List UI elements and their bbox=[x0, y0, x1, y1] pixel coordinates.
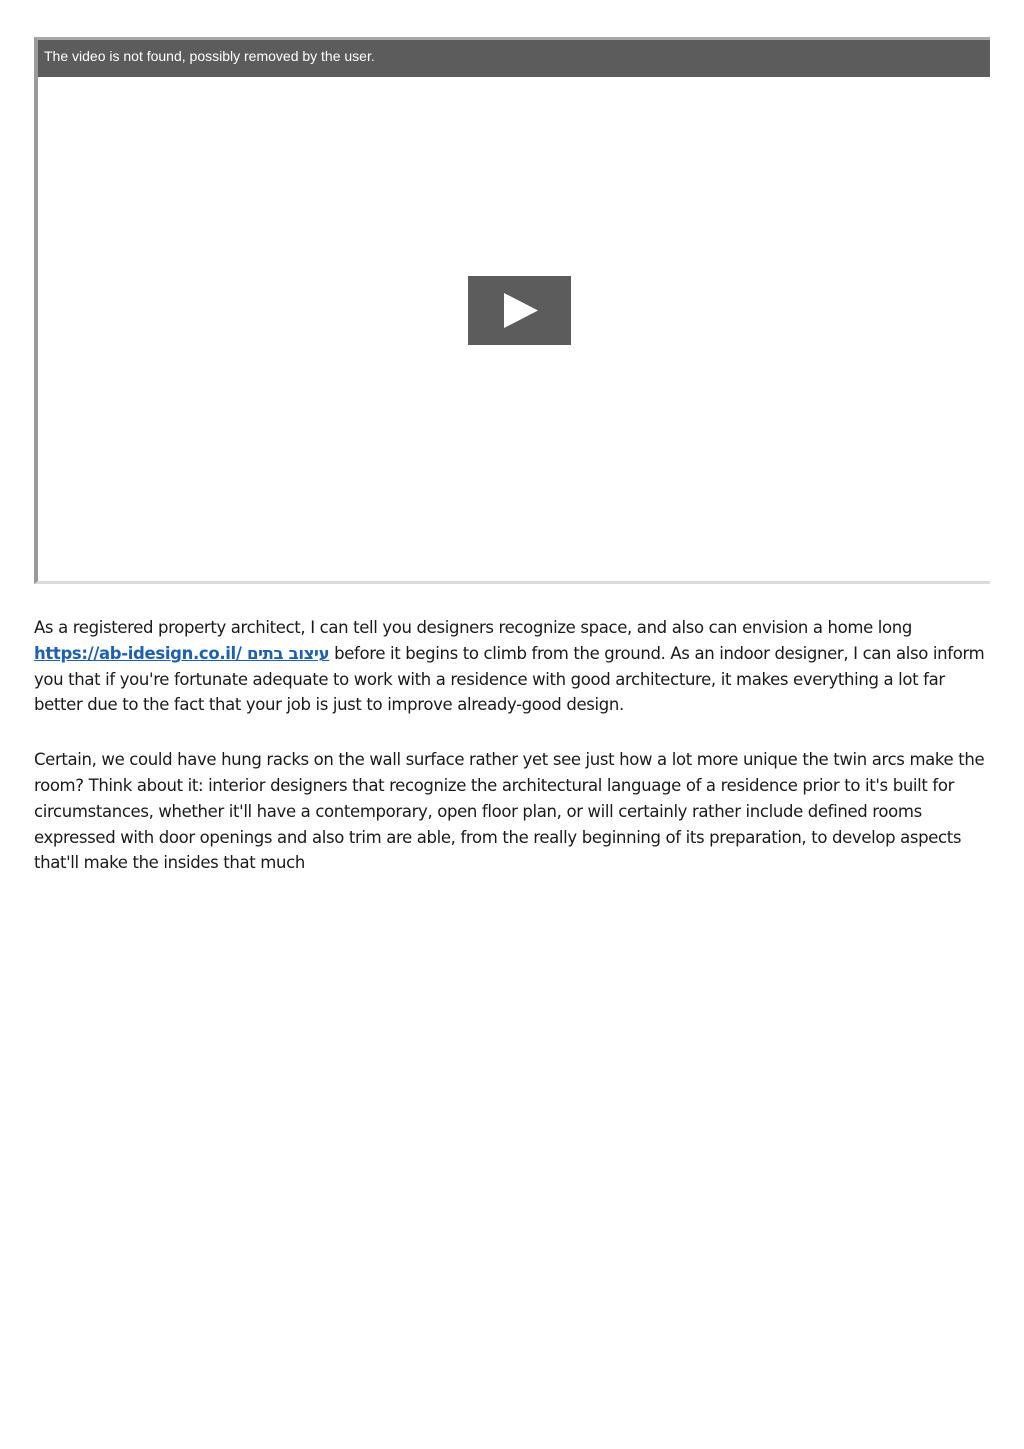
play-button[interactable] bbox=[468, 276, 571, 345]
article-paragraph-1 bbox=[34, 615, 994, 718]
video-player[interactable] bbox=[34, 37, 990, 584]
video-error-bar bbox=[38, 40, 990, 77]
paragraph-1-intro-text: As a registered property architect, I can tell you designers recognize space, and also can envision a home long bbox=[34, 618, 912, 637]
paragraph-1-continuation-text: before it begins to climb from the ground. As an indoor designer, I can also inform you that if you're fortunate adequate to work with a residence with good architecture, it makes everything a lot far better due to the fact that your job is just to improve already-good design. bbox=[34, 643, 985, 715]
article-paragraph-2: Certain, we could have hung racks on the wall surface rather yet see just how a lot more unique the twin arcs make the room? Think about it: interior designers that recognize the architectural language of a residence prior to it's built for circumstances, whether it'll have a contemporary, open floor plan, or will certainly rather include defined rooms expressed with door openings and also trim are able, from the really beginning of its preparation, to develop aspects that'll make the insides that much bbox=[34, 750, 985, 873]
ab-idesign-link[interactable]: https://ab-idesign.co.il/ עיצוב בתים bbox=[34, 643, 330, 663]
play-icon bbox=[468, 276, 571, 345]
video-error-message: The video is not found, possibly removed by the user. bbox=[44, 48, 375, 64]
article-body bbox=[34, 615, 994, 905]
